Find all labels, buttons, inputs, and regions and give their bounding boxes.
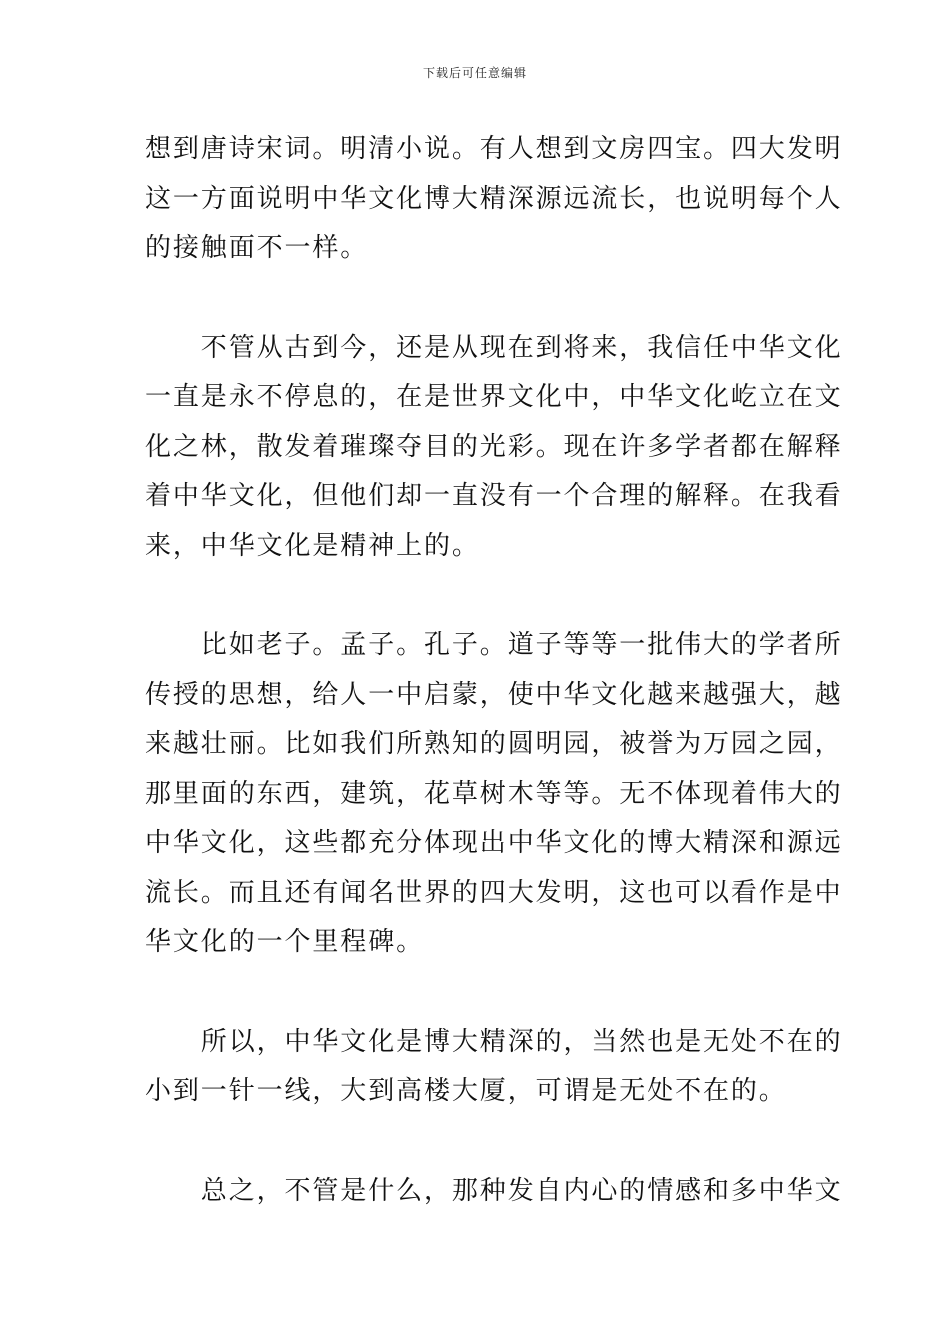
paragraph-1 xyxy=(145,125,843,274)
text-line: 着中华文化，但他们却一直没有一个合理的解释。在我看 xyxy=(145,481,843,511)
text-line: 那里面的东西，建筑，花草树木等等。无不体现着伟大的 xyxy=(145,778,843,809)
text-line: 华文化的一个里程碑。 xyxy=(145,927,425,957)
page-header: 下载后可任意编辑 xyxy=(422,66,527,80)
text-line: 这一方面说明中华文化博大精深源远流长，也说明每个人 xyxy=(145,183,843,214)
paragraph-spacer xyxy=(145,1117,811,1167)
paragraph-4 xyxy=(145,1018,843,1117)
text-line: 化之林，散发着璀璨夺目的光彩。现在许多学者都在解释 xyxy=(145,431,843,462)
text-line: 所以，中华文化是博大精深的，当然也是无处不在的 xyxy=(145,1026,843,1057)
text-line: 小到一针一线，大到高楼大厦，可谓是无处不在的。 xyxy=(145,1076,787,1106)
paragraph-5 xyxy=(145,1167,843,1217)
text-line: 总之，不管是什么，那种发自内心的情感和多中华文 xyxy=(145,1175,843,1206)
paragraph-spacer xyxy=(145,274,811,324)
text-line: 来越壮丽。比如我们所熟知的圆明园，被誉为万园之园， xyxy=(145,729,843,759)
text-line: 流长。而且还有闻名世界的四大发明，这也可以看作是中 xyxy=(145,877,843,908)
paragraph-2 xyxy=(145,324,843,572)
text-line: 来，中华文化是精神上的。 xyxy=(145,530,480,561)
paragraph-3 xyxy=(145,621,843,968)
text-line: 一直是永不停息的，在是世界文化中，中华文化屹立在文 xyxy=(145,382,843,412)
text-line: 想到唐诗宋词。明清小说。有人想到文房四宝。四大发明 xyxy=(145,134,843,164)
text-line: 比如老子。孟子。孔子。道子等等一批伟大的学者所 xyxy=(145,630,843,660)
text-line: 不管从古到今，还是从现在到将来，我信任中华文化 xyxy=(145,332,843,363)
text-line: 的接触面不一样。 xyxy=(145,233,369,263)
paragraph-spacer xyxy=(145,571,811,621)
text-line: 中华文化，这些都充分体现出中华文化的博大精深和源远 xyxy=(145,828,843,858)
document-body xyxy=(145,125,843,1216)
text-line: 传授的思想，给人一中启蒙，使中华文化越来越强大，越 xyxy=(145,679,843,710)
paragraph-spacer xyxy=(145,968,811,1018)
